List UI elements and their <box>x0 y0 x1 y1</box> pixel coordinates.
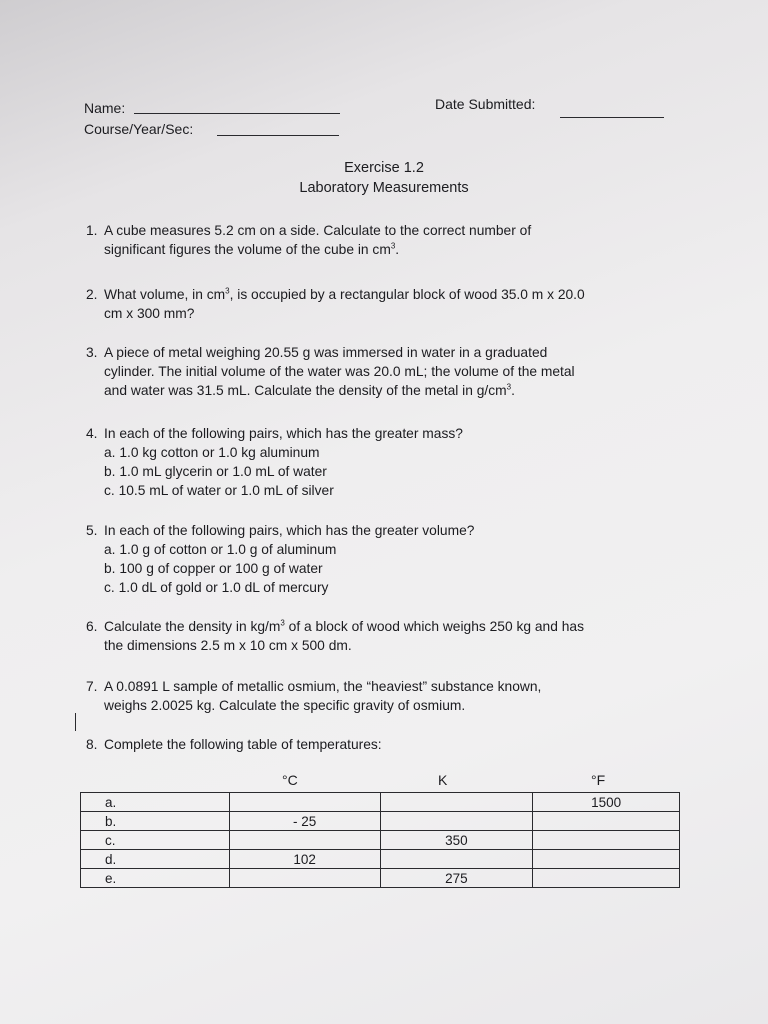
celsius-cell[interactable] <box>229 793 380 812</box>
table-row <box>81 831 680 850</box>
question-4: 4. In each of the following pairs, which has the greater mass? a. 1.0 kg cotton or 1.0 kg aluminum b. 1.0 mL glycerin or 1.0 mL of water c. 10.5 mL of water or 1.0 mL of silver <box>86 426 463 498</box>
table-row <box>81 850 680 869</box>
kelvin-cell[interactable] <box>380 793 533 812</box>
exercise-title: Laboratory Measurements <box>299 180 469 196</box>
question-5-option-c: c. 1.0 dL of gold or 1.0 dL of mercury <box>104 580 329 595</box>
question-2: 2. What volume, in $cm^3$, is occupied by a rectangular block of wood 35.0 m x 20.0 cm x 300 mm? <box>86 286 585 321</box>
question-6: 6. Calculate the density in $kg/m^3$ of a block of wood which weighs 250 kg and has the dimensions 2.5 m x 10 cm x 500 dm. <box>86 618 584 653</box>
table-row <box>81 793 680 812</box>
question-4-option-a: a. 1.0 kg cotton or 1.0 kg aluminum <box>104 445 320 460</box>
date-field-line[interactable] <box>560 117 664 118</box>
question-1: 1. A cube measures 5.2 cm on a side. Calculate to the correct number of significant figures the volume of the cube in $cm^3$. <box>86 223 532 257</box>
table-header-fahrenheit: °F <box>591 772 606 788</box>
name-field-line[interactable] <box>134 113 340 114</box>
row-label: c. <box>81 831 230 850</box>
question-8: 8. Complete the following table of temperatures: <box>86 737 382 752</box>
name-label: Name: <box>84 100 126 116</box>
kelvin-cell[interactable]: 350 <box>380 831 533 850</box>
question-5: 5. In each of the following pairs, which has the greater volume? a. 1.0 g of cotton or 1.0 g of aluminum b. 100 g of copper or 100 g of water c. 1.0 dL of gold or 1.0 dL of mercury <box>86 523 475 595</box>
row-label: e. <box>81 869 230 888</box>
table-row <box>81 812 680 831</box>
table-header-kelvin: K <box>438 772 448 788</box>
fahrenheit-cell[interactable]: 1500 <box>533 793 680 812</box>
celsius-cell[interactable]: - 25 <box>229 812 380 831</box>
question-5-option-a: a. 1.0 g of cotton or 1.0 g of aluminum <box>104 542 337 557</box>
kelvin-cell[interactable]: 275 <box>380 869 533 888</box>
exercise-number: Exercise 1.2 <box>344 160 424 176</box>
question-5-option-b: b. 100 g of copper or 100 g of water <box>104 561 323 576</box>
celsius-cell[interactable] <box>229 869 380 888</box>
temperature-table <box>80 792 680 888</box>
margin-mark <box>75 713 76 731</box>
fahrenheit-cell[interactable] <box>533 831 680 850</box>
fahrenheit-cell[interactable] <box>533 869 680 888</box>
course-label: Course/Year/Sec: <box>84 121 194 137</box>
question-7: 7. A 0.0891 L sample of metallic osmium, the “heaviest” substance known, weighs 2.0025 kg. Calculate the specific gravity of osmium. <box>86 679 542 713</box>
kelvin-cell[interactable] <box>380 850 533 869</box>
celsius-cell[interactable] <box>229 831 380 850</box>
fahrenheit-cell[interactable] <box>533 850 680 869</box>
course-field-line[interactable] <box>217 135 339 136</box>
table-row <box>81 869 680 888</box>
row-label: a. <box>81 793 230 812</box>
table-header-celsius: °C <box>282 772 298 788</box>
question-3: 3. A piece of metal weighing 20.55 g was immersed in water in a graduated cylinder. The initial volume of the water was 20.0 mL; the volume of the metal and water was 31.5 mL. Calculate the density of the metal in $g/cm^3$. <box>86 345 575 398</box>
kelvin-cell[interactable] <box>380 812 533 831</box>
row-label: d. <box>81 850 230 869</box>
celsius-cell[interactable]: 102 <box>229 850 380 869</box>
row-label: b. <box>81 812 230 831</box>
fahrenheit-cell[interactable] <box>533 812 680 831</box>
date-submitted-label: Date Submitted: <box>435 96 536 112</box>
question-4-option-b: b. 1.0 mL glycerin or 1.0 mL of water <box>104 464 327 479</box>
question-4-option-c: c. 10.5 mL of water or 1.0 mL of silver <box>104 483 334 498</box>
